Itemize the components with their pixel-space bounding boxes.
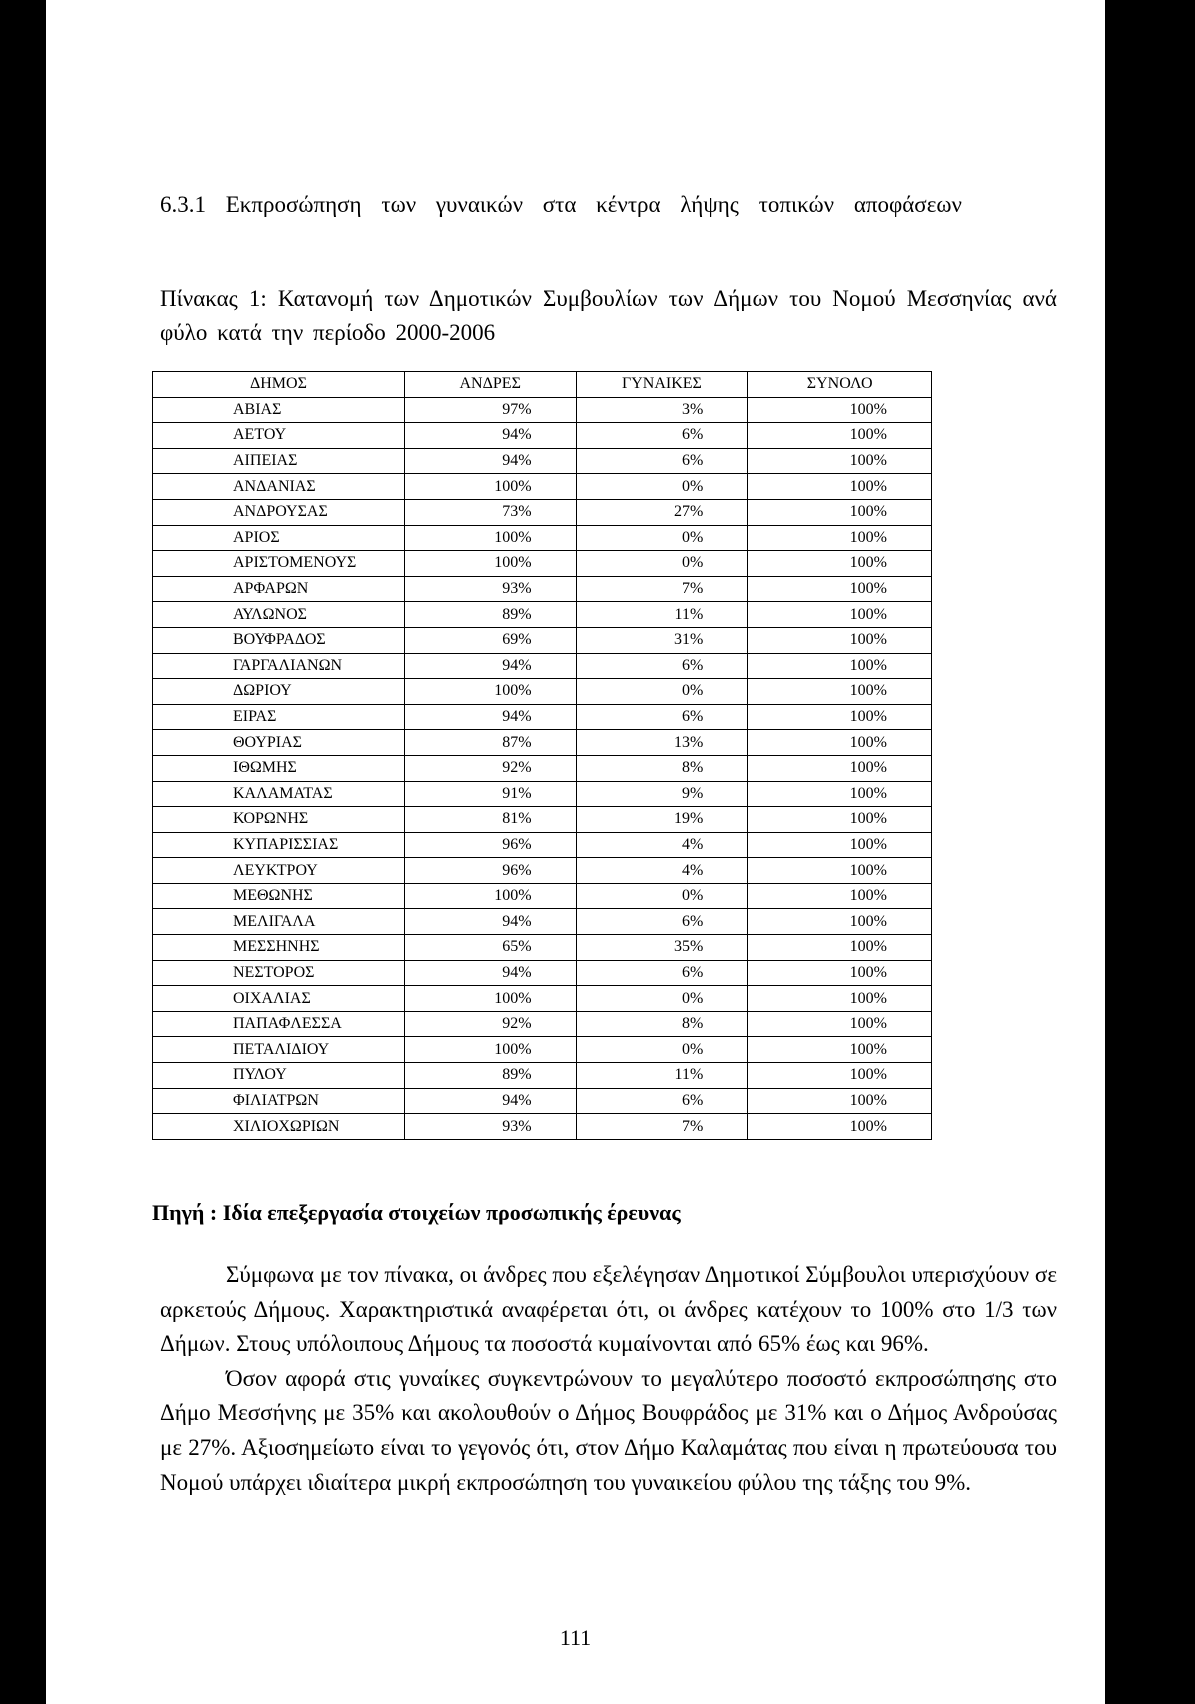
cell-women: 6% [576,448,748,474]
cell-men: 100% [404,986,576,1012]
cell-municipality: ΠΑΠΑΦΛΕΣΣΑ [153,1011,405,1037]
cell-total: 100% [748,448,932,474]
table-row [153,679,932,705]
table-caption: Πίνακας 1: Κατανομή των Δημοτικών Συμβουλίων των Δήμων του Νομού Μεσσηνίας ανά φύλο κατά την περίοδο 2000-2006 [160,286,1057,345]
cell-municipality: ΑΡΙΟΣ [153,525,405,551]
cell-municipality: ΛΕΥΚΤΡΟΥ [153,858,405,884]
cell-women: 8% [576,1011,748,1037]
cell-women: 27% [576,499,748,525]
cell-municipality: ΚΑΛΑΜΑΤΑΣ [153,781,405,807]
cell-women: 6% [576,704,748,730]
cell-municipality: ΒΟΥΦΡΑΔΟΣ [153,627,405,653]
cell-municipality: ΦΙΛΙΑΤΡΩΝ [153,1088,405,1114]
cell-total: 100% [748,986,932,1012]
cell-men: 87% [404,730,576,756]
cell-total: 100% [748,397,932,423]
table-row [153,704,932,730]
table-header-row [153,372,932,398]
cell-men: 94% [404,653,576,679]
cell-men: 93% [404,1114,576,1140]
cell-men: 100% [404,679,576,705]
cell-total: 100% [748,1114,932,1140]
cell-women: 13% [576,730,748,756]
cell-women: 0% [576,679,748,705]
cell-total: 100% [748,627,932,653]
cell-municipality: ΑΡΙΣΤΟΜΕΝΟΥΣ [153,551,405,577]
cell-municipality: ΜΕΣΣΗΝΗΣ [153,935,405,961]
table-row [153,1063,932,1089]
table-row [153,832,932,858]
cell-total: 100% [748,1063,932,1089]
cell-municipality: ΟΙΧΑΛΙΑΣ [153,986,405,1012]
cell-women: 4% [576,858,748,884]
document-page [46,0,1105,1704]
cell-women: 0% [576,986,748,1012]
cell-total: 100% [748,653,932,679]
cell-women: 6% [576,423,748,449]
header-men: ΑΝΔΡΕΣ [404,372,576,398]
cell-women: 11% [576,1063,748,1089]
table-row [153,1088,932,1114]
page-number: 111 [559,1625,592,1650]
section-heading: 6.3.1 Εκπροσώπηση των γυναικών στα κέντρα λήψης τοπικών αποφάσεων [160,192,962,217]
cell-men: 94% [404,423,576,449]
cell-municipality: ΧΙΛΙΟΧΩΡΙΩΝ [153,1114,405,1140]
cell-men: 93% [404,576,576,602]
cell-men: 100% [404,1037,576,1063]
table-row [153,627,932,653]
table-row [153,909,932,935]
cell-total: 100% [748,551,932,577]
cell-total: 100% [748,1011,932,1037]
cell-municipality: ΕΙΡΑΣ [153,704,405,730]
table-row [153,525,932,551]
cell-municipality: ΑΙΠΕΙΑΣ [153,448,405,474]
table-row [153,423,932,449]
cell-total: 100% [748,832,932,858]
cell-total: 100% [748,1088,932,1114]
cell-municipality: ΠΕΤΑΛΙΔΙΟΥ [153,1037,405,1063]
cell-men: 73% [404,499,576,525]
cell-total: 100% [748,423,932,449]
header-women: ΓΥΝΑΙΚΕΣ [576,372,748,398]
cell-women: 7% [576,1114,748,1140]
cell-men: 100% [404,551,576,577]
cell-total: 100% [748,576,932,602]
header-municipality: ΔΗΜΟΣ [153,372,405,398]
table-row [153,883,932,909]
cell-women: 3% [576,397,748,423]
cell-municipality: ΝΕΣΤΟΡΟΣ [153,960,405,986]
cell-municipality: ΑΝΔΑΝΙΑΣ [153,474,405,500]
table-row [153,858,932,884]
cell-women: 6% [576,1088,748,1114]
table-row [153,730,932,756]
table-row [153,551,932,577]
cell-total: 100% [748,960,932,986]
cell-men: 65% [404,935,576,961]
cell-women: 0% [576,525,748,551]
cell-men: 96% [404,832,576,858]
table-row [153,935,932,961]
cell-municipality: ΓΑΡΓΑΛΙΑΝΩΝ [153,653,405,679]
table-row [153,448,932,474]
cell-municipality: ΚΥΠΑΡΙΣΣΙΑΣ [153,832,405,858]
cell-women: 0% [576,1037,748,1063]
cell-municipality: ΘΟΥΡΙΑΣ [153,730,405,756]
cell-total: 100% [748,704,932,730]
cell-municipality: ΑΕΤΟΥ [153,423,405,449]
cell-women: 6% [576,909,748,935]
cell-total: 100% [748,499,932,525]
cell-municipality: ΜΕΘΩΝΗΣ [153,883,405,909]
cell-men: 100% [404,474,576,500]
cell-municipality: ΑΡΦΑΡΩΝ [153,576,405,602]
cell-men: 69% [404,627,576,653]
cell-women: 35% [576,935,748,961]
cell-women: 7% [576,576,748,602]
cell-women: 6% [576,960,748,986]
cell-men: 94% [404,909,576,935]
table-row [153,576,932,602]
cell-total: 100% [748,935,932,961]
table-row [153,474,932,500]
table-row [153,602,932,628]
cell-women: 31% [576,627,748,653]
cell-women: 8% [576,755,748,781]
cell-women: 0% [576,883,748,909]
table-row [153,1037,932,1063]
table-row [153,397,932,423]
cell-total: 100% [748,474,932,500]
cell-women: 11% [576,602,748,628]
cell-total: 100% [748,755,932,781]
cell-men: 92% [404,1011,576,1037]
table-row [153,781,932,807]
source-note: Πηγή : Ιδία επεξεργασία στοιχείων προσωπικής έρευνας [152,1200,681,1225]
cell-men: 94% [404,448,576,474]
cell-municipality: ΑΝΔΡΟΥΣΑΣ [153,499,405,525]
cell-total: 100% [748,602,932,628]
cell-total: 100% [748,730,932,756]
cell-men: 94% [404,1088,576,1114]
table-row [153,653,932,679]
cell-municipality: ΠΥΛΟΥ [153,1063,405,1089]
cell-women: 4% [576,832,748,858]
cell-men: 94% [404,704,576,730]
cell-total: 100% [748,781,932,807]
header-total: ΣΥΝΟΛΟ [748,372,932,398]
cell-total: 100% [748,1037,932,1063]
cell-men: 91% [404,781,576,807]
cell-total: 100% [748,679,932,705]
body-text [160,1258,1057,1500]
table-row [153,1114,932,1140]
cell-total: 100% [748,525,932,551]
cell-municipality: ΙΘΩΜΗΣ [153,755,405,781]
table-body [153,397,932,1139]
cell-women: 0% [576,474,748,500]
council-gender-table [152,371,932,1140]
cell-men: 81% [404,807,576,833]
table-row [153,499,932,525]
cell-municipality: ΑΒΙΑΣ [153,397,405,423]
paragraph-2: Όσον αφορά στις γυναίκες συγκεντρώνουν το μεγαλύτερο ποσοστό εκπροσώπησης στο Δήμο Μεσσήνης με 35% και ακολουθούν ο Δήμος Βουφράδος με 31% και ο Δήμος Ανδρούσας με 27%. Αξιοσημείωτο είναι το γεγονός ότι, στον Δήμο Καλαμάτας που είναι η πρωτεύουσα του Νομού υπάρχει ιδιαίτερα μικρή εκπροσώπηση του γυναικείου φύλου της τάξης του 9%. [160,1365,1057,1495]
table-head [153,372,932,398]
cell-municipality: ΜΕΛΙΓΑΛΑ [153,909,405,935]
table-row [153,986,932,1012]
cell-municipality: ΚΟΡΩΝΗΣ [153,807,405,833]
cell-men: 89% [404,1063,576,1089]
cell-women: 19% [576,807,748,833]
cell-women: 0% [576,551,748,577]
cell-men: 97% [404,397,576,423]
cell-men: 96% [404,858,576,884]
cell-total: 100% [748,807,932,833]
cell-men: 94% [404,960,576,986]
cell-municipality: ΔΩΡΙΟΥ [153,679,405,705]
cell-total: 100% [748,909,932,935]
cell-women: 6% [576,653,748,679]
paragraph-1: Σύμφωνα με τον πίνακα, οι άνδρες που εξελέγησαν Δημοτικοί Σύμβουλοι υπερισχύουν σε αρκετούς Δήμους. Χαρακτηριστικά αναφέρεται ότι, οι άνδρες κατέχουν το 100% στο 1/3 των Δήμων. Στους υπόλοιπους Δήμους τα ποσοστά κυμαίνονται από 65% έως και 96%. [160,1262,1057,1357]
table-row [153,755,932,781]
cell-men: 100% [404,883,576,909]
cell-men: 92% [404,755,576,781]
council-gender-table-wrapper [152,371,932,1140]
cell-women: 9% [576,781,748,807]
cell-men: 100% [404,525,576,551]
table-row [153,1011,932,1037]
cell-total: 100% [748,858,932,884]
table-row [153,960,932,986]
cell-men: 89% [404,602,576,628]
table-row [153,807,932,833]
cell-total: 100% [748,883,932,909]
cell-municipality: ΑΥΛΩΝΟΣ [153,602,405,628]
